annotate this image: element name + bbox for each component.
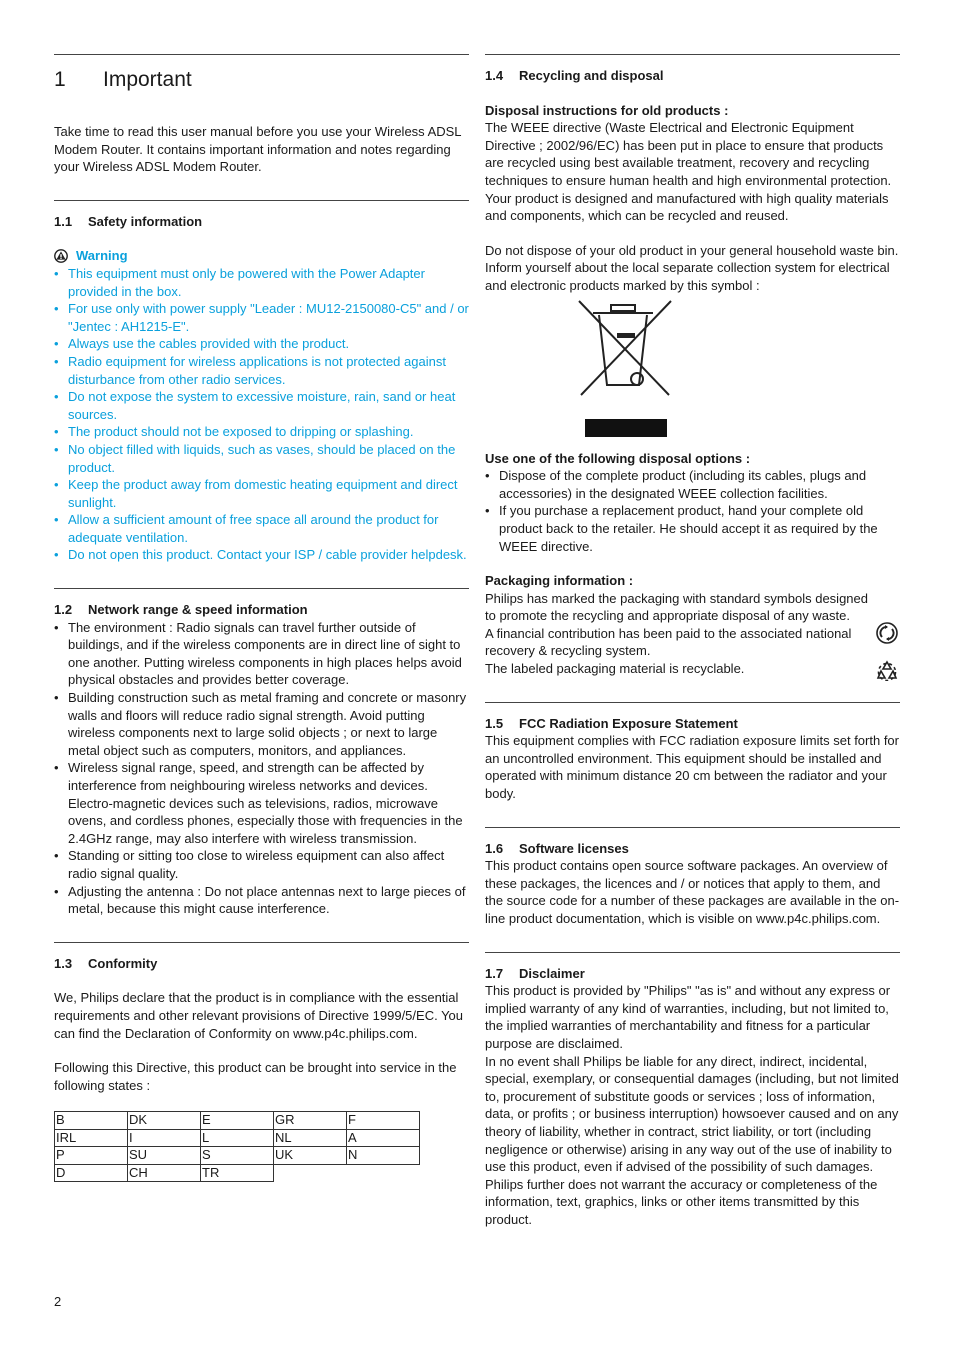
list-item: • Keep the product away from domestic heating equipment and direct sunlight. xyxy=(54,476,469,511)
table-cell: NL xyxy=(274,1129,347,1147)
left-column xyxy=(54,54,469,1182)
divider xyxy=(485,952,900,953)
list-item: • Radio equipment for wireless applications is not protected against disturbance from other radio services. xyxy=(54,353,469,388)
table-row xyxy=(55,1164,420,1182)
list-item: • Adjusting the antenna : Do not place antennas next to large pieces of metal, because this might cause interference. xyxy=(54,883,469,918)
divider xyxy=(54,54,469,55)
section-heading-fcc: 1.5 FCC Radiation Exposure Statement xyxy=(485,715,738,731)
warning-icon xyxy=(54,249,68,263)
table-row xyxy=(55,1129,420,1147)
table-cell: B xyxy=(55,1112,128,1130)
intro-paragraph: Take time to read this user manual before you use your Wireless ADSL Modem Router. It contains important information and notes regarding your Wireless ADSL Modem Router. xyxy=(54,124,462,175)
conformity-paragraph: We, Philips declare that the product is in compliance with the essential requirements and other relevant provisions of Directive 1999/5/EC. You can find the Declaration of Conformity on www.p4c.philips.com. xyxy=(54,990,464,1041)
packaging-heading: Packaging information : xyxy=(485,573,634,589)
section-heading-disclaimer: 1.7 Disclaimer xyxy=(485,965,585,981)
list-item: • Allow a sufficient amount of free space all around the product for adequate ventilation. xyxy=(54,511,469,546)
packaging-paragraph: A financial contribution has been paid to the associated national recovery & recycling system. xyxy=(485,625,852,659)
states-table xyxy=(54,1111,420,1182)
recycling-paragraph: The WEEE directive (Waste Electrical and Electronic Equipment Directive ; 2002/96/EC) has been put in place to ensure that products are recycled using best available treatment, recovery and recycling techniques to ensure human health and high environmental protection. Your product is designed and manufactured with high quality materials and components, which can be recycled and reused. xyxy=(485,120,892,224)
chapter-title: 1 Important xyxy=(54,68,192,91)
packaging-block xyxy=(485,590,900,678)
table-cell: UK xyxy=(274,1147,347,1165)
table-cell: A xyxy=(347,1129,420,1147)
divider xyxy=(485,827,900,828)
conformity-states-intro: Following this Directive, this product can be brought into service in the following states : xyxy=(54,1060,457,1093)
list-item: • No object filled with liquids, such as vases, should be placed on the product. xyxy=(54,441,469,476)
table-row xyxy=(55,1147,420,1165)
table-cell: DK xyxy=(128,1112,201,1130)
table-cell: S xyxy=(201,1147,274,1165)
disposal-heading: Disposal instructions for old products : xyxy=(485,102,729,118)
packaging-paragraph: Philips has marked the packaging with standard symbols designed to promote the recycling and appropriate disposal of any waste. xyxy=(485,590,868,624)
table-row xyxy=(55,1112,420,1130)
network-list xyxy=(54,619,469,918)
packaging-icons xyxy=(876,622,900,686)
divider xyxy=(54,200,469,201)
software-paragraph: This product contains open source software packages. An overview of these packages, the licences and / or notices that apply to them, and the source code for a number of these packages are available in the on-line product documentation, which is visible on www.p4c.philips.com. xyxy=(485,858,900,926)
list-item: • Building construction such as metal framing and concrete or masonry walls and floors will reduce radio signal strength. Avoid putting wireless components next to large solid objects ; or next to large metal object such as computers, monitors, and appliances. xyxy=(54,689,469,759)
table-cell: I xyxy=(128,1129,201,1147)
table-cell: IRL xyxy=(55,1129,128,1147)
weee-crossed-bin-icon xyxy=(575,299,679,439)
disposal-options-list xyxy=(485,467,900,555)
disclaimer-paragraph: Philips further does not warrant the accuracy or completeness of the information, text, graphics, links or other items transmitted by this product. xyxy=(485,1176,878,1227)
list-item: • Wireless signal range, speed, and strength can be affected by interference from neighbouring wireless networks and devices. Electro-magnetic devices such as televisions, radios, microwave ovens, and cordless phones, especially those with frequencies in the 2.4GHz range, may also interfere with wireless transmission. xyxy=(54,759,469,847)
table-cell-empty xyxy=(274,1164,347,1182)
table-cell: TR xyxy=(201,1164,274,1182)
list-item: • Always use the cables provided with the product. xyxy=(54,335,469,353)
warning-heading: Warning xyxy=(54,247,469,265)
table-cell: N xyxy=(347,1147,420,1165)
list-item: • For use only with power supply "Leader : MU12-2150080-C5" and / or "Jentec : AH1215-E". xyxy=(54,300,469,335)
table-cell: CH xyxy=(128,1164,201,1182)
table-cell: SU xyxy=(128,1147,201,1165)
divider xyxy=(485,702,900,703)
page-number: 2 xyxy=(54,1294,62,1309)
disclaimer-paragraph: This product is provided by "Philips" "as is" and without any express or implied warranty of any kind of warranties, including, but not limited to, the implied warranties of merchantability and fitness for a particular purpose are disclaimed. xyxy=(485,983,891,1051)
section-heading-safety: 1.1 Safety information xyxy=(54,213,203,229)
recyclable-icon xyxy=(876,659,898,681)
packaging-paragraph: The labeled packaging material is recyclable. xyxy=(485,661,745,677)
list-item: • Standing or sitting too close to wireless equipment can also affect radio signal quality. xyxy=(54,847,469,882)
table-cell: E xyxy=(201,1112,274,1130)
table-cell-empty xyxy=(347,1164,420,1182)
green-dot-icon xyxy=(876,622,898,644)
list-item: • The environment : Radio signals can travel further outside of buildings, and if the wireless components are in direct line of sight to one another. Putting wireless components in high places helps avoid physical obstacles and provides better coverage. xyxy=(54,619,469,689)
section-heading-recycling: 1.4 Recycling and disposal xyxy=(485,68,664,83)
right-column xyxy=(485,54,900,1229)
section-heading-software: 1.6 Software licenses xyxy=(485,840,629,856)
table-cell: D xyxy=(55,1164,128,1182)
list-item: • This equipment must only be powered with the Power Adapter provided in the box. xyxy=(54,265,469,300)
safety-list xyxy=(54,265,469,564)
list-item: • Do not open this product. Contact your ISP / cable provider helpdesk. xyxy=(54,546,469,564)
recycling-paragraph: Do not dispose of your old product in your general household waste bin. xyxy=(485,242,899,258)
section-heading-conformity: 1.3 Conformity xyxy=(54,955,158,971)
recycling-paragraph: Inform yourself about the local separate collection system for electrical and electronic products marked by this symbol : xyxy=(485,260,890,293)
divider xyxy=(54,588,469,589)
list-item: • The product should not be exposed to dripping or splashing. xyxy=(54,423,469,441)
list-item: • If you purchase a replacement product, hand your complete old product back to the retailer. He should accept it as required by the WEEE directive. xyxy=(485,502,900,555)
divider xyxy=(485,54,900,55)
divider xyxy=(54,942,469,943)
table-cell: GR xyxy=(274,1112,347,1130)
table-cell: P xyxy=(55,1147,128,1165)
list-item: • Do not expose the system to excessive moisture, rain, sand or heat sources. xyxy=(54,388,469,423)
list-item: • Dispose of the complete product (including its cables, plugs and accessories) in the designated WEEE collection facilities. xyxy=(485,467,900,502)
fcc-paragraph: This equipment complies with FCC radiation exposure limits set forth for an uncontrolled environment. This equipment should be installed and operated with minimum distance 20 cm between the radiator and your body. xyxy=(485,733,899,802)
disclaimer-paragraph: In no event shall Philips be liable for any direct, indirect, incidental, special, exemplary, or consequential damages (including, but not limited to, procurement of substitute goods or services ; loss of information, data, or profits ; or business interruption) howsoever caused and on any theory of liability, whether in contract, strict liability, or tort (including negligence or otherwise) arising in any way out of the use of inability to use this product, even if advised of the possibility of such damages. xyxy=(485,1053,899,1175)
options-heading: Use one of the following disposal options : xyxy=(485,450,751,466)
table-cell: F xyxy=(347,1112,420,1130)
section-heading-network: 1.2 Network range & speed information xyxy=(54,602,308,618)
table-cell: L xyxy=(201,1129,274,1147)
